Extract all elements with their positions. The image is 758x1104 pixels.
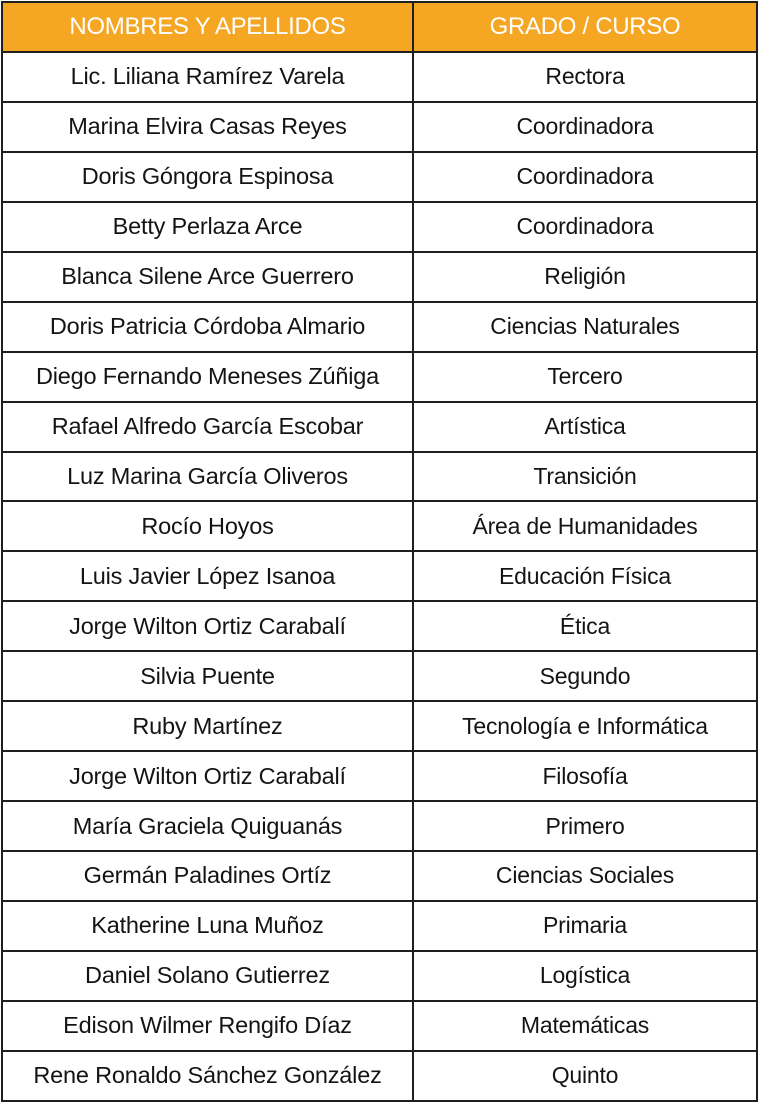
- table-row: [2, 202, 757, 252]
- cell-name: Rafael Alfredo García Escobar: [2, 402, 413, 452]
- table-row: [2, 52, 757, 102]
- cell-course: Matemáticas: [413, 1001, 757, 1051]
- table-row: [2, 1001, 757, 1051]
- table-row: [2, 951, 757, 1001]
- cell-course: Quinto: [413, 1051, 757, 1101]
- cell-course: Primaria: [413, 901, 757, 951]
- table-row: [2, 651, 757, 701]
- header-course-column: GRADO / CURSO: [413, 2, 757, 52]
- cell-course: Tecnología e Informática: [413, 701, 757, 751]
- table-row: [2, 851, 757, 901]
- cell-name: Doris Patricia Córdoba Almario: [2, 302, 413, 352]
- cell-name: Daniel Solano Gutierrez: [2, 951, 413, 1001]
- cell-name: Luz Marina García Oliveros: [2, 452, 413, 502]
- table-row: [2, 551, 757, 601]
- cell-name: Jorge Wilton Ortiz Carabalí: [2, 601, 413, 651]
- cell-name: Luis Javier López Isanoa: [2, 551, 413, 601]
- table-row: [2, 701, 757, 751]
- cell-name: Katherine Luna Muñoz: [2, 901, 413, 951]
- table-row: [2, 1051, 757, 1101]
- cell-name: Rocío Hoyos: [2, 501, 413, 551]
- cell-course: Ciencias Sociales: [413, 851, 757, 901]
- cell-course: Coordinadora: [413, 202, 757, 252]
- table-row: [2, 352, 757, 402]
- cell-course: Religión: [413, 252, 757, 302]
- cell-course: Logística: [413, 951, 757, 1001]
- header-name-column: NOMBRES Y APELLIDOS: [2, 2, 413, 52]
- cell-name: Marina Elvira Casas Reyes: [2, 102, 413, 152]
- cell-course: Rectora: [413, 52, 757, 102]
- cell-name: Germán Paladines Ortíz: [2, 851, 413, 901]
- table-row: [2, 501, 757, 551]
- table-row: [2, 801, 757, 851]
- staff-table: [1, 1, 758, 1102]
- cell-course: Coordinadora: [413, 152, 757, 202]
- table-row: [2, 102, 757, 152]
- cell-name: Blanca Silene Arce Guerrero: [2, 252, 413, 302]
- cell-name: Edison Wilmer Rengifo Díaz: [2, 1001, 413, 1051]
- cell-course: Área de Humanidades: [413, 501, 757, 551]
- table-row: [2, 452, 757, 502]
- cell-name: Silvia Puente: [2, 651, 413, 701]
- cell-name: Diego Fernando Meneses Zúñiga: [2, 352, 413, 402]
- table-row: [2, 751, 757, 801]
- table-header: [2, 2, 757, 52]
- cell-name: Jorge Wilton Ortiz Carabalí: [2, 751, 413, 801]
- table-body: [2, 52, 757, 1101]
- cell-course: Ciencias Naturales: [413, 302, 757, 352]
- cell-course: Coordinadora: [413, 102, 757, 152]
- cell-name: Doris Góngora Espinosa: [2, 152, 413, 202]
- cell-name: María Graciela Quiguanás: [2, 801, 413, 851]
- cell-name: Lic. Liliana Ramírez Varela: [2, 52, 413, 102]
- cell-course: Artística: [413, 402, 757, 452]
- cell-name: Rene Ronaldo Sánchez González: [2, 1051, 413, 1101]
- cell-course: Transición: [413, 452, 757, 502]
- table-row: [2, 302, 757, 352]
- cell-name: Ruby Martínez: [2, 701, 413, 751]
- table-row: [2, 402, 757, 452]
- cell-course: Ética: [413, 601, 757, 651]
- header-row: [2, 2, 757, 52]
- cell-course: Primero: [413, 801, 757, 851]
- cell-course: Segundo: [413, 651, 757, 701]
- cell-course: Filosofía: [413, 751, 757, 801]
- cell-name: Betty Perlaza Arce: [2, 202, 413, 252]
- table-row: [2, 901, 757, 951]
- table-row: [2, 152, 757, 202]
- table-row: [2, 601, 757, 651]
- table-row: [2, 252, 757, 302]
- cell-course: Tercero: [413, 352, 757, 402]
- cell-course: Educación Física: [413, 551, 757, 601]
